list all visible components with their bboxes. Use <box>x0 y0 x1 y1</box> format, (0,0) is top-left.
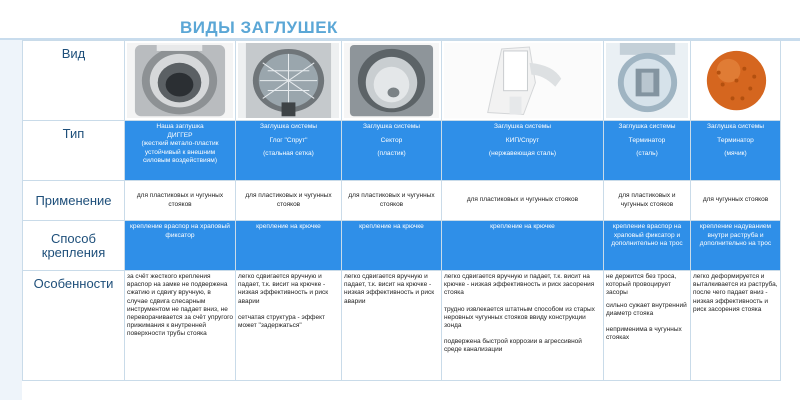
mounting-cell-3: крепление на крючке <box>342 221 442 271</box>
pipe-plug-sprut-image <box>238 43 339 118</box>
view-cell-2 <box>236 41 342 121</box>
view-row <box>23 41 781 121</box>
mounting-cell-4: крепление на крючке <box>442 221 604 271</box>
view-cell-3 <box>342 41 442 121</box>
view-cell-5 <box>604 41 691 121</box>
plugs-comparison-table <box>22 40 781 381</box>
row-header-type: Тип <box>23 121 125 181</box>
view-cell-6 <box>691 41 781 121</box>
pipe-plug-terminator-ball-image <box>693 43 778 118</box>
features-cell-2: легко сдвигается вручную и падает, т.к. висит на крючке - низкая эффективность и риск аварии сетчатая структура - эффект может "задержаться" <box>236 271 342 381</box>
mounting-cell-1: крепление враспор на храповый фиксатор <box>125 221 236 271</box>
type-cell-1: Наша заглушка ДИГГЕР (жесткий метало-пластик устойчивый к внешним силовым воздействиям) <box>125 121 236 181</box>
application-cell-1: для пластиковых и чугунных стояков <box>125 181 236 221</box>
mounting-cell-2: крепление на крючке <box>236 221 342 271</box>
features-cell-3: легко сдвигается вручную и падает, т.к. висит на крючке - низкая эффективность и риск аварии <box>342 271 442 381</box>
type-cell-2: Заглушка системы Глог "Спрут" (стальная сетка) <box>236 121 342 181</box>
type-cell-3: Заглушка системы Сектор (пластик) <box>342 121 442 181</box>
type-cell-6: Заглушка системы Терминатор (мячик) <box>691 121 781 181</box>
row-header-view: Вид <box>23 41 125 121</box>
row-header-mounting: Способ крепления <box>23 221 125 271</box>
row-header-application: Применение <box>23 181 125 221</box>
features-row <box>23 271 781 381</box>
left-margin-band <box>0 40 22 400</box>
features-cell-6: легко деформируется и выталкивается из раструба, после чего падает вниз - низкая эффективность и риск засорения стояка <box>691 271 781 381</box>
page-title: ВИДЫ ЗАГЛУШЕК <box>180 18 338 37</box>
features-cell-5: не держится без троса, который провоцирует засоры сильно сужает внутренний диаметр стояка неприменима в чугунных стояках <box>604 271 691 381</box>
application-cell-2: для пластиковых и чугунных стояков <box>236 181 342 221</box>
mounting-row <box>23 221 781 271</box>
pipe-plug-sector-image <box>344 43 439 118</box>
type-cell-5: Заглушка системы Терминатор (сталь) <box>604 121 691 181</box>
pipe-plug-terminator-steel-image <box>606 43 688 118</box>
pipe-plug-digger-image <box>127 43 233 118</box>
row-header-features: Особенности <box>23 271 125 381</box>
application-cell-5: для пластиковых и чугунных стояков <box>604 181 691 221</box>
mounting-cell-6: крепление надуванием внутри раструба и дополнительно на трос <box>691 221 781 271</box>
application-row <box>23 181 781 221</box>
application-cell-6: для чугунных стояков <box>691 181 781 221</box>
type-cell-4: Заглушка системы КИП/Спрут (нержавеющая сталь) <box>442 121 604 181</box>
application-cell-4: для пластиковых и чугунных стояков <box>442 181 604 221</box>
pipe-plug-kip-image <box>444 43 601 119</box>
type-row <box>23 121 781 181</box>
features-cell-1: за счёт жесткого крепления враспор на замке не подвержена сжатию и сдвигу вручную, в случае сдвига слесарным инструментом не падает вниз, не переворачивается за счёт упругого прижимания к внутренней поверхности трубы стояка <box>125 271 236 381</box>
mounting-cell-5: крепление враспор на храповый фиксатор и дополнительно на трос <box>604 221 691 271</box>
features-cell-4: легко сдвигается вручную и падает, т.к. висит на крючке - низкая эффективность и риск засорения стояка трудно извлекается штатным способом из старых неровных чугунных стояков ввиду конструкции зонда подвержена быстрой коррозии в агрессивной среде канализации <box>442 271 604 381</box>
view-cell-1 <box>125 41 236 121</box>
view-cell-4 <box>442 41 604 121</box>
application-cell-3: для пластиковых и чугунных стояков <box>342 181 442 221</box>
